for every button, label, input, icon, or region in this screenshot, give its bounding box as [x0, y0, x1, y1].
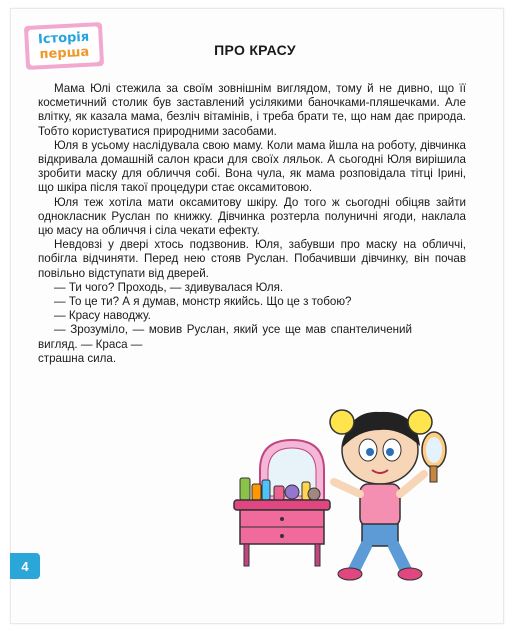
paragraph: Мама Юлі стежила за своїм зовнішнім виглядом, тому й не дивно, що її косметичний столик був заставлений усілякими баночками-пляшечками. Але влітку, як казала мама, безліч вітамінів, і треба брати те, що нам дає природа. Тобто користуватися природними засобами. [38, 82, 466, 138]
story-text [38, 82, 466, 366]
dialogue-line: — То це ти? А я думав, монстр якийсь. Що це з тобою? [54, 295, 352, 309]
story-badge [24, 22, 104, 70]
girl-illustration [230, 390, 450, 590]
badge-line-1: Історія [37, 29, 90, 48]
girl-character [330, 410, 432, 580]
page-number: 4 [10, 553, 40, 579]
dialogue-line: — Ти чого? Проходь, — здивувалася Юля. [54, 280, 284, 294]
paragraph: Юля теж хотіла мати оксамитову шкіру. До того ж сьогодні обіцяв зайти однокласник Руслан по книжку. Дівчинка розтерла полуничні ягоди, наклала цю масу на обличчя і сіла чекати ефекту. [38, 195, 466, 238]
dialogue-line-end: страшна сила. [38, 351, 117, 365]
paragraph: Юля в усьому наслідувала свою маму. Коли мама йшла на роботу, дівчинка відкривала домашній салон краси для своїх ляльок. А сьогодні Юля вирішила зробити маску для обличчя собі. Вона чула, як мама розповідала тітці Ірині, що шкіра після такої процедури стає оксамитовою. [38, 138, 466, 195]
badge-line-2: перша [39, 44, 90, 63]
dialogue-line: — Зрозуміло, — мовив Руслан, який усе ще мав спантеличений вигляд. — Краса — [38, 323, 412, 351]
vanity-table [234, 500, 330, 566]
dialogue-line: — Красу наводжу. [54, 309, 151, 323]
paragraph: Невдовзі у двері хтось подзвонив. Юля, забувши про маску на обличчі, побігла відчиняти. Перед нею стояв Руслан. Побачивши дівчинку, він почав повільно відступати від дверей. [38, 238, 466, 280]
story-title: ПРО КРАСУ [214, 42, 296, 58]
